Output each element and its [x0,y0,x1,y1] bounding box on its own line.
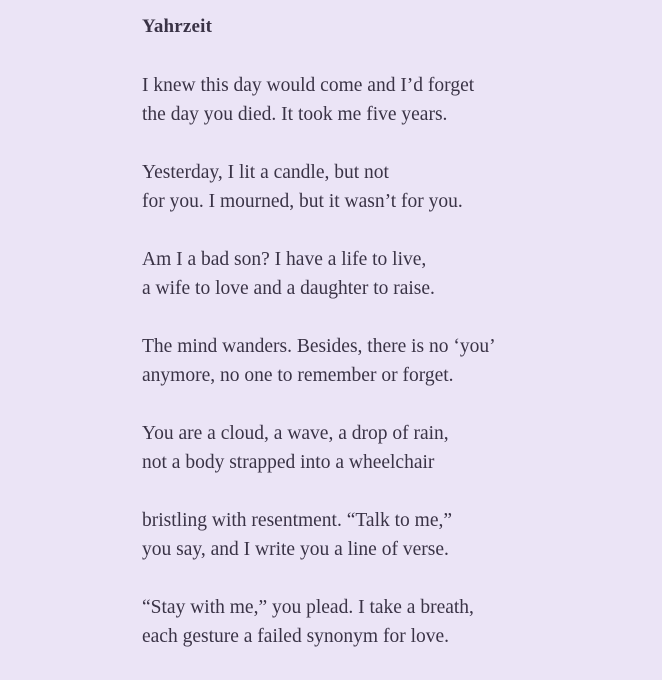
stanza-4 [142,332,642,390]
poem-line: for you. I mourned, but it wasn’t for you. [142,191,463,212]
poem-line: Yesterday, I lit a candle, but not [142,162,389,183]
poem-line: I knew this day would come and I’d forget [142,75,475,96]
stanza-5 [142,419,642,477]
stanza-2 [142,158,642,216]
poem-line: Am I a bad son? I have a life to live, [142,249,427,270]
poem-line: bristling with resentment. “Talk to me,” [142,510,453,531]
poem-line: anymore, no one to remember or forget. [142,365,454,386]
stanza-6 [142,506,642,564]
poem-line: “Stay with me,” you plead. I take a breath, [142,597,474,618]
poem-line: not a body strapped into a wheelchair [142,452,435,473]
poem-line: the day you died. It took me five years. [142,104,448,125]
stanza-3 [142,245,642,303]
poem-line: The mind wanders. Besides, there is no ‘you’ [142,336,496,357]
poem-line: each gesture a failed synonym for love. [142,626,450,647]
stanza-7 [142,593,642,651]
poem-line: You are a cloud, a wave, a drop of rain, [142,423,449,444]
poem [142,13,642,680]
stanza-1 [142,71,642,129]
poem-line: you say, and I write you a line of verse. [142,539,449,560]
poem-line: a wife to love and a daughter to raise. [142,278,435,299]
poem-title: Yahrzeit [142,16,213,37]
